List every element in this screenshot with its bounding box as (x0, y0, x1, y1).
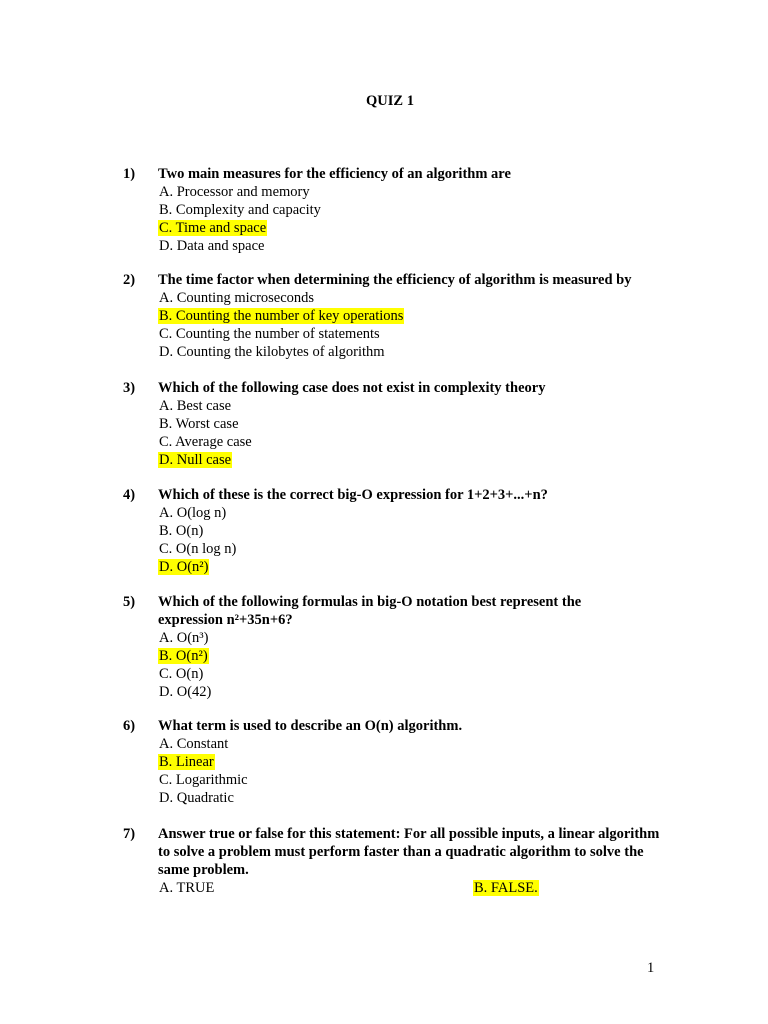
option-b: B. Counting the number of key operations (159, 308, 404, 324)
option-b: B. Complexity and capacity (159, 202, 321, 218)
question-3 (123, 379, 663, 469)
option-d: D. Null case (159, 452, 232, 468)
question-stem: Which of the following case does not exist in complexity theory (158, 380, 546, 396)
question-6 (123, 717, 663, 807)
question-2 (123, 271, 663, 361)
question-stem: The time factor when determining the efficiency of algorithm is measured by (158, 272, 632, 288)
option-d: D. O(42) (159, 684, 212, 700)
option-c: C. Time and space (159, 220, 267, 236)
question-stem: Two main measures for the efficiency of an algorithm are (158, 166, 511, 182)
option-a: A. Processor and memory (159, 184, 310, 200)
option-a: A. Best case (159, 398, 232, 414)
page-number: 1 (647, 960, 655, 976)
option-c: C. O(n log n) (159, 541, 237, 557)
option-d: D. O(n²) (159, 559, 209, 575)
page-title: QUIZ 1 (366, 93, 414, 109)
question-number: 3) (123, 380, 136, 396)
option-a: A. O(n³) (159, 630, 209, 646)
question-1 (123, 165, 663, 255)
option-a: A. Constant (159, 736, 229, 752)
question-number: 7) (123, 826, 136, 842)
option-b: B. Worst case (159, 416, 239, 432)
question-stem: Answer true or false for this statement: For all possible inputs, a linear algorithm to solve a problem must perform faster than a quadratic algorithm to solve the same problem. (158, 826, 660, 878)
option-b: B. O(n²) (159, 648, 208, 664)
question-7 (123, 825, 663, 897)
option-a: A. O(log n) (159, 505, 227, 521)
question-number: 1) (123, 166, 136, 182)
question-number: 4) (123, 487, 136, 503)
option-a: A. Counting microseconds (159, 290, 315, 306)
option-d: D. Quadratic (159, 790, 234, 806)
option-d: D. Data and space (159, 238, 265, 254)
option-d: D. Counting the kilobytes of algorithm (159, 344, 385, 360)
option-b: B. FALSE. (474, 880, 538, 896)
option-c: C. O(n) (159, 666, 204, 682)
option-c: C. Logarithmic (159, 772, 248, 788)
question-number: 2) (123, 272, 136, 288)
question-5 (123, 593, 663, 701)
option-b: B. Linear (159, 754, 214, 770)
option-c: C. Average case (159, 434, 252, 450)
option-b: B. O(n) (159, 523, 204, 539)
question-number: 6) (123, 718, 136, 734)
option-a: A. TRUE (159, 880, 215, 896)
question-stem: What term is used to describe an O(n) algorithm. (158, 718, 463, 734)
question-number: 5) (123, 594, 136, 610)
question-4 (123, 486, 663, 576)
question-stem: Which of these is the correct big-O expression for 1+2+3+...+n? (158, 487, 548, 503)
question-stem: Which of the following formulas in big-O notation best represent the expression n²+35n+6? (158, 594, 582, 628)
option-c: C. Counting the number of statements (159, 326, 380, 342)
